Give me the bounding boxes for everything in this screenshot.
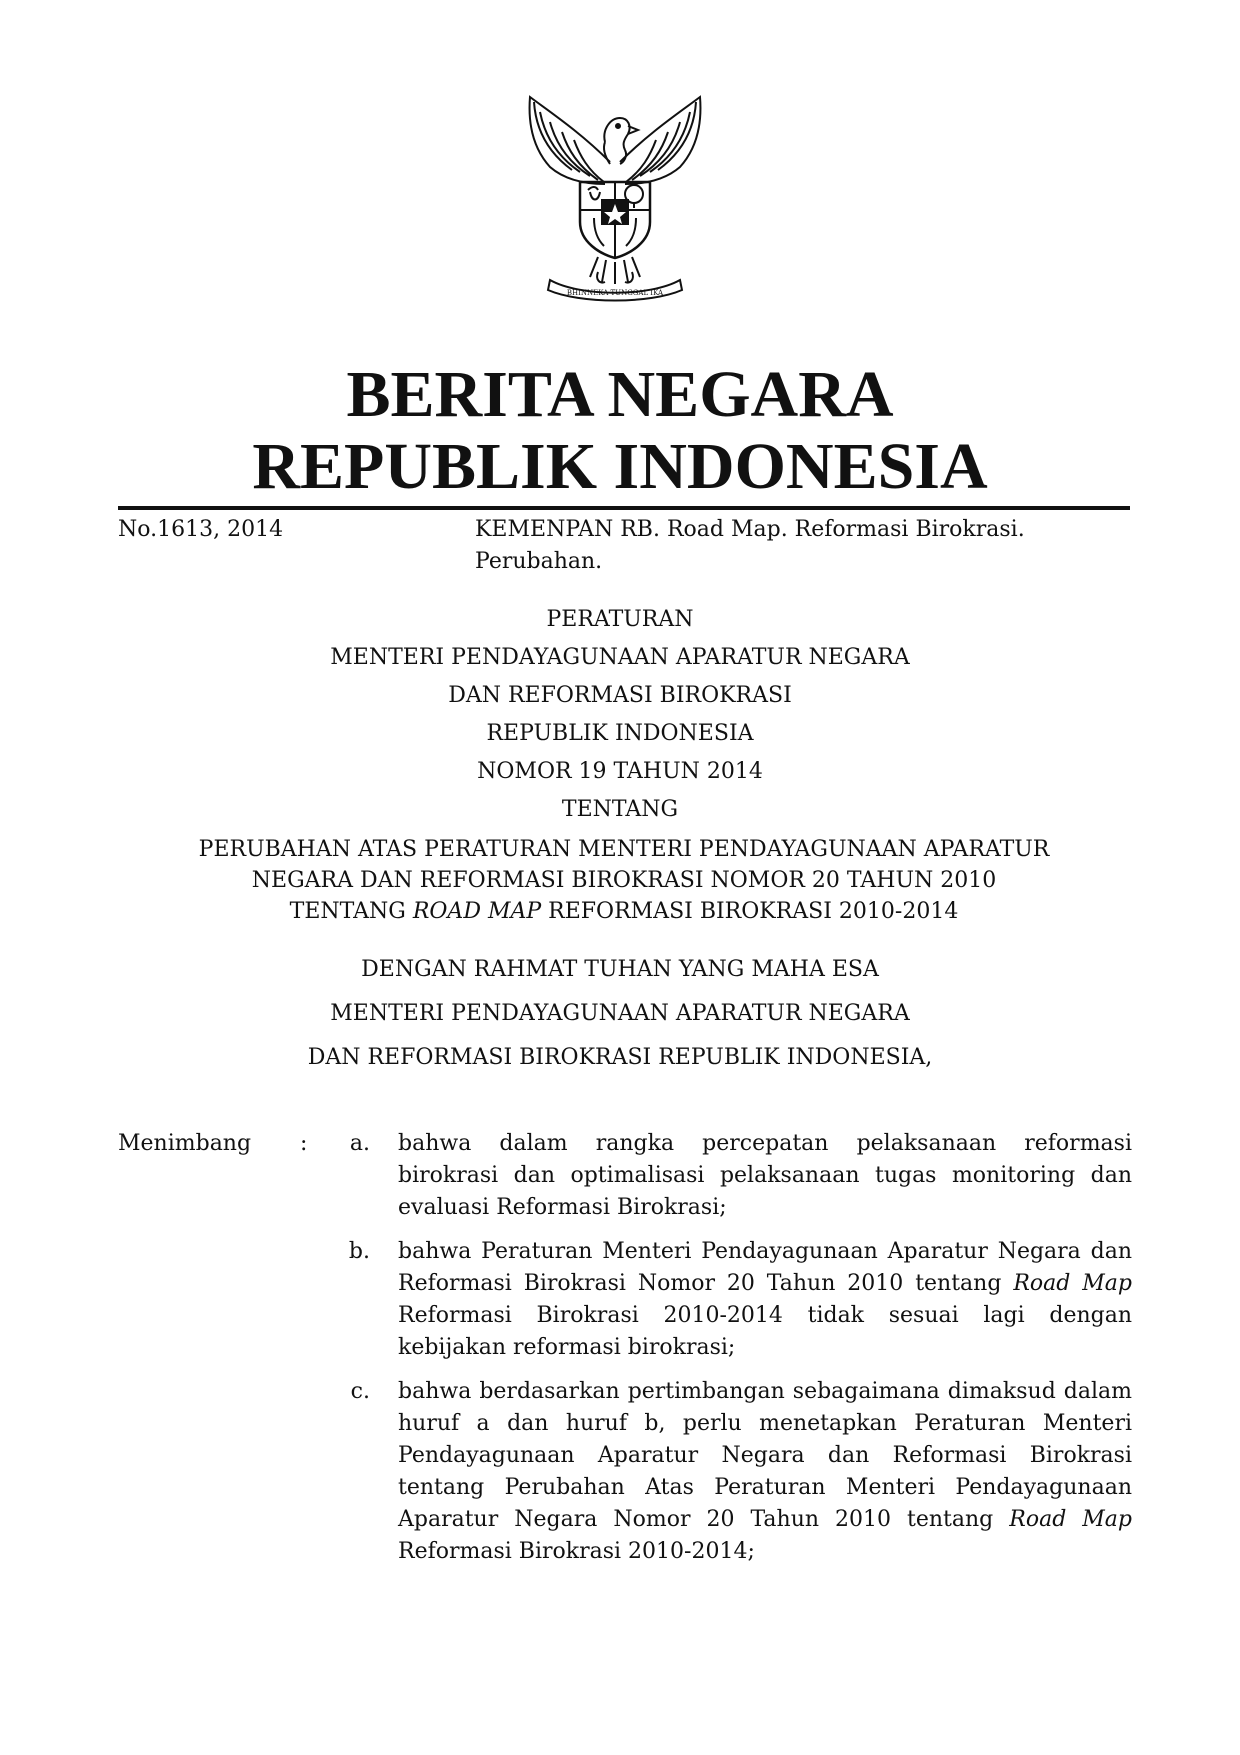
preamble-line3: DAN REFORMASI BIROKRASI REPUBLIK INDONESIA, — [307, 1045, 933, 1070]
consideration-a-letter: a. — [349, 1131, 370, 1156]
preamble-line1: DENGAN RAHMAT TUHAN YANG MAHA ESA — [361, 957, 879, 982]
motto-text: BHINNEKA TUNGGAL IKA — [566, 289, 664, 297]
masthead-title: BERITA NEGARA — [346, 358, 894, 431]
subject-line3-suffix: REFORMASI BIROKRASI 2010-2014 — [541, 899, 959, 924]
subject-line3-prefix: TENTANG — [289, 899, 413, 924]
gazette-number: No.1613, 2014 — [118, 517, 284, 542]
consideration-b-italic: Road Map — [1013, 1271, 1132, 1296]
considerations-colon: : — [300, 1131, 308, 1156]
regulation-subject — [118, 834, 1130, 927]
subject-line3-italic: ROAD MAP — [412, 899, 542, 924]
consideration-c-text — [398, 1376, 1132, 1568]
regulation-about-label: TENTANG — [561, 797, 679, 822]
consideration-a-text: bahwa dalam rangka percepatan pelaksanaan reformasi birokrasi dan optimalisasi pelaksanaan tugas monitoring dan evaluasi Reformasi Birokrasi; — [398, 1131, 1132, 1220]
regulation-issuer-line2: DAN REFORMASI BIROKRASI — [448, 683, 792, 708]
consideration-b-text — [398, 1236, 1132, 1364]
gazette-subject — [475, 514, 1135, 578]
gazette-subject-line1: KEMENPAN RB. Road Map. Reformasi Birokrasi. — [475, 517, 1025, 542]
consideration-b-part1: bahwa Peraturan Menteri Pendayagunaan Aparatur Negara dan Reformasi Birokrasi Nomor 20 Tahun 2010 tentang — [398, 1239, 1132, 1296]
consideration-c-letter: c. — [350, 1379, 370, 1404]
consideration-c-part2: Reformasi Birokrasi 2010-2014; — [398, 1539, 755, 1564]
garuda-emblem-icon — [510, 92, 720, 302]
regulation-issuer-line1: MENTERI PENDAYAGUNAAN APARATUR NEGARA — [330, 645, 910, 670]
regulation-country: REPUBLIK INDONESIA — [486, 721, 754, 746]
consideration-c-part1: bahwa berdasarkan pertimbangan sebagaimana dimaksud dalam huruf a dan huruf b, perlu menetapkan Peraturan Menteri Pendayagunaan Aparatur Negara dan Reformasi Birokrasi tentang Perubahan Atas Peraturan Menteri Pendayagunaan Aparatur Negara Nomor 20 Tahun 2010 tentang — [398, 1379, 1132, 1532]
regulation-subject-line1: PERUBAHAN ATAS PERATURAN MENTERI PENDAYAGUNAAN APARATUR — [198, 837, 1050, 862]
preamble-line2: MENTERI PENDAYAGUNAAN APARATUR NEGARA — [330, 1001, 910, 1026]
regulation-type: PERATURAN — [546, 607, 694, 632]
masthead-divider — [118, 506, 1130, 510]
consideration-c-italic: Road Map — [1009, 1507, 1132, 1532]
regulation-subject-line3 — [118, 896, 1130, 927]
consideration-b-letter: b. — [348, 1239, 370, 1264]
considerations-label: Menimbang — [118, 1131, 252, 1156]
regulation-number: NOMOR 19 TAHUN 2014 — [477, 759, 763, 784]
gazette-subject-line2: Perubahan. — [475, 549, 603, 574]
consideration-b-part2: Reformasi Birokrasi 2010-2014 tidak sesuai lagi dengan kebijakan reformasi birokrasi; — [398, 1303, 1132, 1360]
regulation-subject-line2: NEGARA DAN REFORMASI BIROKRASI NOMOR 20 TAHUN 2010 — [251, 868, 997, 893]
masthead-subtitle: REPUBLIK INDONESIA — [252, 430, 988, 503]
